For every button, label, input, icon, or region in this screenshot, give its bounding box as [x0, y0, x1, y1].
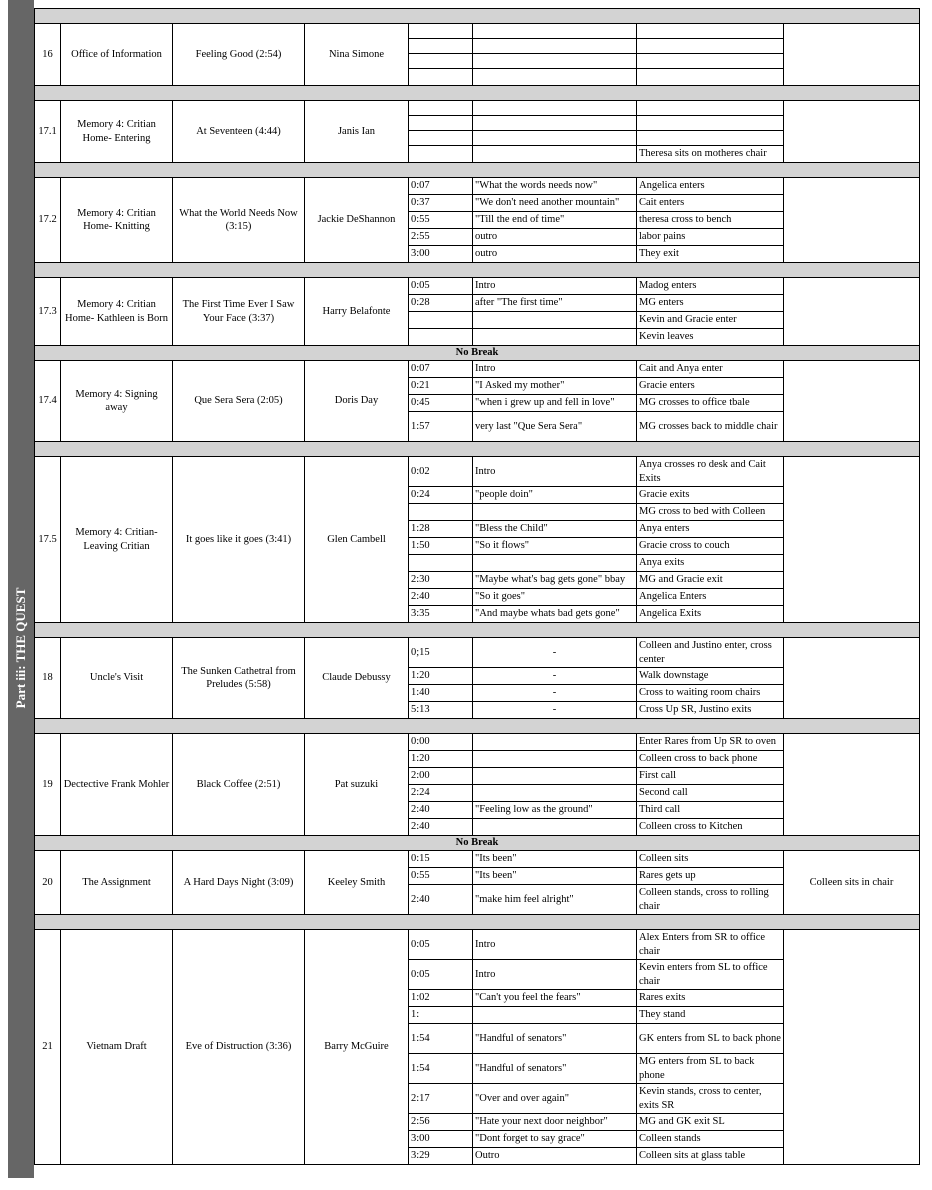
cue-time: 2:40 — [409, 885, 473, 915]
cue-time: 0:24 — [409, 487, 473, 504]
cue-action: Anya crosses ro desk and Cait Exits — [637, 457, 784, 487]
song-title: A Hard Days Night (3:09) — [173, 851, 305, 915]
song-title: Feeling Good (2:54) — [173, 24, 305, 86]
cue-time: 1:57 — [409, 412, 473, 442]
cue-action: Cross to waiting room chairs — [637, 685, 784, 702]
cue-time: 2:56 — [409, 1114, 473, 1131]
cue-line: Outro — [473, 1148, 637, 1165]
cue-line: Intro — [473, 278, 637, 295]
cue-action: Angelica enters — [637, 178, 784, 195]
cue-action: Gracie enters — [637, 378, 784, 395]
cue-line: outro — [473, 246, 637, 263]
cue-line: after "The first time" — [473, 295, 637, 312]
cue-line: "Its been" — [473, 868, 637, 885]
cue-line — [473, 101, 637, 116]
cue-action: Gracie exits — [637, 487, 784, 504]
cue-action: theresa cross to bench — [637, 212, 784, 229]
cue-line: "people doin" — [473, 487, 637, 504]
separator-cell — [35, 719, 920, 734]
scene-separator — [35, 915, 920, 930]
cue-line — [473, 785, 637, 802]
song-title: The First Time Ever I Saw Your Face (3:37) — [173, 278, 305, 346]
cue-row — [35, 457, 920, 487]
cue-action — [637, 101, 784, 116]
cue-time — [409, 39, 473, 54]
cue-time: 0:02 — [409, 457, 473, 487]
cue-time: 1:50 — [409, 538, 473, 555]
cue-time — [409, 24, 473, 39]
cue-action: Gracie cross to couch — [637, 538, 784, 555]
scene-separator — [35, 263, 920, 278]
cue-line: outro — [473, 229, 637, 246]
cue-time: 0;15 — [409, 638, 473, 668]
cue-action: Theresa sits on motheres chair — [637, 146, 784, 163]
cue-action: MG crosses to office tbale — [637, 395, 784, 412]
cue-action — [637, 69, 784, 86]
cue-action: MG enters from SL to back phone — [637, 1054, 784, 1084]
artist-name: Barry McGuire — [305, 930, 409, 1165]
cue-time: 3:00 — [409, 1131, 473, 1148]
cue-line — [473, 69, 637, 86]
scene-separator — [35, 442, 920, 457]
cue-action: Colleen stands, cross to rolling chair — [637, 885, 784, 915]
cue-time: 0:45 — [409, 395, 473, 412]
cue-action: They exit — [637, 246, 784, 263]
cue-line: - — [473, 638, 637, 668]
cue-line — [473, 751, 637, 768]
artist-name: Nina Simone — [305, 24, 409, 86]
cue-action: Kevin enters from SL to office chair — [637, 960, 784, 990]
cue-action: MG and Gracie exit — [637, 572, 784, 589]
cue-row — [35, 178, 920, 195]
cue-action: First call — [637, 768, 784, 785]
cue-action: They stand — [637, 1007, 784, 1024]
scene-separator — [35, 836, 920, 851]
cue-line: "make him feel alright" — [473, 885, 637, 915]
separator-cell — [35, 163, 920, 178]
artist-name: Claude Debussy — [305, 638, 409, 719]
scene-number: 18 — [35, 638, 61, 719]
cue-time — [409, 131, 473, 146]
scene-note — [784, 178, 920, 263]
cue-line — [473, 819, 637, 836]
cue-action: GK enters from SL to back phone — [637, 1024, 784, 1054]
artist-name: Keeley Smith — [305, 851, 409, 915]
cue-time: 0:28 — [409, 295, 473, 312]
cue-line — [473, 734, 637, 751]
cue-action — [637, 24, 784, 39]
scene-note — [784, 278, 920, 346]
cue-line: "Hate your next door neighbor" — [473, 1114, 637, 1131]
cue-action: MG and GK exit SL — [637, 1114, 784, 1131]
cue-time: 0:15 — [409, 851, 473, 868]
cue-line — [473, 555, 637, 572]
scene-title: Memory 4: Critian Home- Entering — [61, 101, 173, 163]
scene-title: Office of Information — [61, 24, 173, 86]
cue-action — [637, 131, 784, 146]
cue-time: 1:54 — [409, 1054, 473, 1084]
cue-time: 1:28 — [409, 521, 473, 538]
cue-action: Colleen cross to Kitchen — [637, 819, 784, 836]
scene-separator — [35, 623, 920, 638]
cue-line: "And maybe whats bad gets gone" — [473, 606, 637, 623]
no-break-label: No Break — [35, 346, 920, 361]
cue-action: Second call — [637, 785, 784, 802]
separator-cell — [35, 915, 920, 930]
cue-time: 2:30 — [409, 572, 473, 589]
cue-line: "I Asked my mother" — [473, 378, 637, 395]
artist-name: Janis Ian — [305, 101, 409, 163]
scene-separator — [35, 9, 920, 24]
cue-time: 0:05 — [409, 960, 473, 990]
cue-action: Kevin and Gracie enter — [637, 312, 784, 329]
cue-line: "Dont forget to say grace" — [473, 1131, 637, 1148]
song-title: It goes like it goes (3:41) — [173, 457, 305, 623]
cue-line: - — [473, 668, 637, 685]
artist-name: Pat suzuki — [305, 734, 409, 836]
artist-name: Jackie DeShannon — [305, 178, 409, 263]
cue-line: "Handful of senators" — [473, 1024, 637, 1054]
cue-time: 1:40 — [409, 685, 473, 702]
cue-line — [473, 131, 637, 146]
cue-line: - — [473, 702, 637, 719]
scene-note — [784, 930, 920, 1165]
scene-number: 16 — [35, 24, 61, 86]
cue-line: Intro — [473, 361, 637, 378]
cue-line: "Till the end of time" — [473, 212, 637, 229]
scene-title: Memory 4: Signing away — [61, 361, 173, 442]
scene-number: 17.3 — [35, 278, 61, 346]
cue-line: Intro — [473, 457, 637, 487]
cue-time: 0:07 — [409, 178, 473, 195]
cue-time: 1:54 — [409, 1024, 473, 1054]
cue-action: Angelica Enters — [637, 589, 784, 606]
cue-time: 0:00 — [409, 734, 473, 751]
scene-title: Dectective Frank Mohler — [61, 734, 173, 836]
separator-cell — [35, 86, 920, 101]
separator-cell — [35, 623, 920, 638]
cue-line: very last "Que Sera Sera" — [473, 412, 637, 442]
cue-time: 0:37 — [409, 195, 473, 212]
cue-action: labor pains — [637, 229, 784, 246]
cue-time — [409, 54, 473, 69]
cue-action: Alex Enters from SR to office chair — [637, 930, 784, 960]
cue-time: 2:24 — [409, 785, 473, 802]
cue-action: Cait and Anya enter — [637, 361, 784, 378]
artist-name: Harry Belafonte — [305, 278, 409, 346]
scene-separator — [35, 86, 920, 101]
song-title: Eve of Distruction (3:36) — [173, 930, 305, 1165]
scene-note — [784, 24, 920, 86]
section-sidebar — [8, 0, 34, 1178]
scene-number: 17.4 — [35, 361, 61, 442]
cue-action: Cross Up SR, Justino exits — [637, 702, 784, 719]
cue-time: 1:20 — [409, 668, 473, 685]
cue-line: "when i grew up and fell in love" — [473, 395, 637, 412]
cue-time: 2:00 — [409, 768, 473, 785]
cue-line — [473, 504, 637, 521]
cue-time — [409, 146, 473, 163]
song-title: The Sunken Cathetral from Preludes (5:58) — [173, 638, 305, 719]
cue-action: Anya exits — [637, 555, 784, 572]
cue-time: 0:55 — [409, 868, 473, 885]
cue-line — [473, 146, 637, 163]
song-title: Black Coffee (2:51) — [173, 734, 305, 836]
cue-time — [409, 555, 473, 572]
cue-action: Third call — [637, 802, 784, 819]
cue-time — [409, 312, 473, 329]
cue-time: 2:40 — [409, 819, 473, 836]
cue-time — [409, 101, 473, 116]
scene-title: The Assignment — [61, 851, 173, 915]
cue-time: 2:40 — [409, 802, 473, 819]
cue-action: Madog enters — [637, 278, 784, 295]
cue-action: Colleen stands — [637, 1131, 784, 1148]
cue-time: 0:05 — [409, 278, 473, 295]
scene-separator — [35, 163, 920, 178]
scene-number: 17.2 — [35, 178, 61, 263]
cue-line — [473, 1007, 637, 1024]
cue-time: 3:35 — [409, 606, 473, 623]
cue-row — [35, 734, 920, 751]
cue-time: 1: — [409, 1007, 473, 1024]
cue-sheet-table — [34, 8, 920, 1165]
cue-row — [35, 101, 920, 116]
cue-time: 3:00 — [409, 246, 473, 263]
cue-action: Rares exits — [637, 990, 784, 1007]
cue-action: Colleen cross to back phone — [637, 751, 784, 768]
cue-line: "Over and over again" — [473, 1084, 637, 1114]
scene-note — [784, 361, 920, 442]
scene-separator — [35, 719, 920, 734]
cue-action: Colleen and Justino enter, cross center — [637, 638, 784, 668]
song-title: Que Sera Sera (2:05) — [173, 361, 305, 442]
cue-time — [409, 504, 473, 521]
cue-line — [473, 312, 637, 329]
scene-number: 17.5 — [35, 457, 61, 623]
scene-note — [784, 101, 920, 163]
song-title: At Seventeen (4:44) — [173, 101, 305, 163]
cue-row — [35, 361, 920, 378]
cue-action — [637, 116, 784, 131]
artist-name: Doris Day — [305, 361, 409, 442]
scene-note — [784, 457, 920, 623]
cue-row — [35, 638, 920, 668]
section-label: Part iii: THE QUEST — [13, 587, 28, 709]
song-title: What the World Needs Now (3:15) — [173, 178, 305, 263]
scene-title: Memory 4: Critian Home- Knitting — [61, 178, 173, 263]
scene-number: 19 — [35, 734, 61, 836]
no-break-label: No Break — [35, 836, 920, 851]
cue-line: "Maybe what's bag gets gone" bbay — [473, 572, 637, 589]
cue-line: "So it goes" — [473, 589, 637, 606]
cue-line — [473, 54, 637, 69]
cue-action — [637, 54, 784, 69]
cue-row — [35, 930, 920, 960]
cue-action: Enter Rares from Up SR to oven — [637, 734, 784, 751]
scene-note: Colleen sits in chair — [784, 851, 920, 915]
cue-action: Kevin leaves — [637, 329, 784, 346]
cue-line — [473, 39, 637, 54]
cue-line: Intro — [473, 930, 637, 960]
cue-time: 2:17 — [409, 1084, 473, 1114]
cue-line: "What the words needs now" — [473, 178, 637, 195]
scene-note — [784, 638, 920, 719]
cue-line — [473, 24, 637, 39]
cue-line: Intro — [473, 960, 637, 990]
scene-title: Memory 4: Critian Home- Kathleen is Born — [61, 278, 173, 346]
cue-line — [473, 768, 637, 785]
cue-row — [35, 24, 920, 39]
cue-line: "Feeling low as the ground" — [473, 802, 637, 819]
cue-time: 1:02 — [409, 990, 473, 1007]
separator-cell — [35, 263, 920, 278]
cue-time: 0:21 — [409, 378, 473, 395]
cue-action: Anya enters — [637, 521, 784, 538]
cue-time — [409, 329, 473, 346]
cue-line — [473, 116, 637, 131]
cue-action: Colleen sits — [637, 851, 784, 868]
cue-action: MG cross to bed with Colleen — [637, 504, 784, 521]
scene-number: 21 — [35, 930, 61, 1165]
cue-row — [35, 278, 920, 295]
cue-line — [473, 329, 637, 346]
cue-time — [409, 116, 473, 131]
cue-time: 1:20 — [409, 751, 473, 768]
cue-line: - — [473, 685, 637, 702]
cue-time: 0:05 — [409, 930, 473, 960]
cue-line: "We don't need another mountain" — [473, 195, 637, 212]
cue-time: 3:29 — [409, 1148, 473, 1165]
cue-action: MG crosses back to middle chair — [637, 412, 784, 442]
scene-title: Memory 4: Critian-Leaving Critian — [61, 457, 173, 623]
scene-title: Vietnam Draft — [61, 930, 173, 1165]
scene-number: 17.1 — [35, 101, 61, 163]
cue-line: "Bless the Child" — [473, 521, 637, 538]
separator-cell — [35, 9, 920, 24]
cue-time: 2:55 — [409, 229, 473, 246]
cue-line: "Can't you feel the fears" — [473, 990, 637, 1007]
scene-title: Uncle's Visit — [61, 638, 173, 719]
cue-action: Colleen sits at glass table — [637, 1148, 784, 1165]
cue-line: "So it flows" — [473, 538, 637, 555]
cue-line: "Handful of senators" — [473, 1054, 637, 1084]
cue-action: MG enters — [637, 295, 784, 312]
cue-time — [409, 69, 473, 86]
cue-action: Rares gets up — [637, 868, 784, 885]
cue-line: "Its been" — [473, 851, 637, 868]
cue-action: Angelica Exits — [637, 606, 784, 623]
cue-time: 2:40 — [409, 589, 473, 606]
artist-name: Glen Cambell — [305, 457, 409, 623]
separator-cell — [35, 442, 920, 457]
cue-action — [637, 39, 784, 54]
cue-row — [35, 851, 920, 868]
cue-time: 5:13 — [409, 702, 473, 719]
cue-action: Walk downstage — [637, 668, 784, 685]
cue-time: 0:07 — [409, 361, 473, 378]
cue-time: 0:55 — [409, 212, 473, 229]
cue-action: Kevin stands, cross to center, exits SR — [637, 1084, 784, 1114]
scene-number: 20 — [35, 851, 61, 915]
scene-note — [784, 734, 920, 836]
scene-separator — [35, 346, 920, 361]
cue-action: Cait enters — [637, 195, 784, 212]
